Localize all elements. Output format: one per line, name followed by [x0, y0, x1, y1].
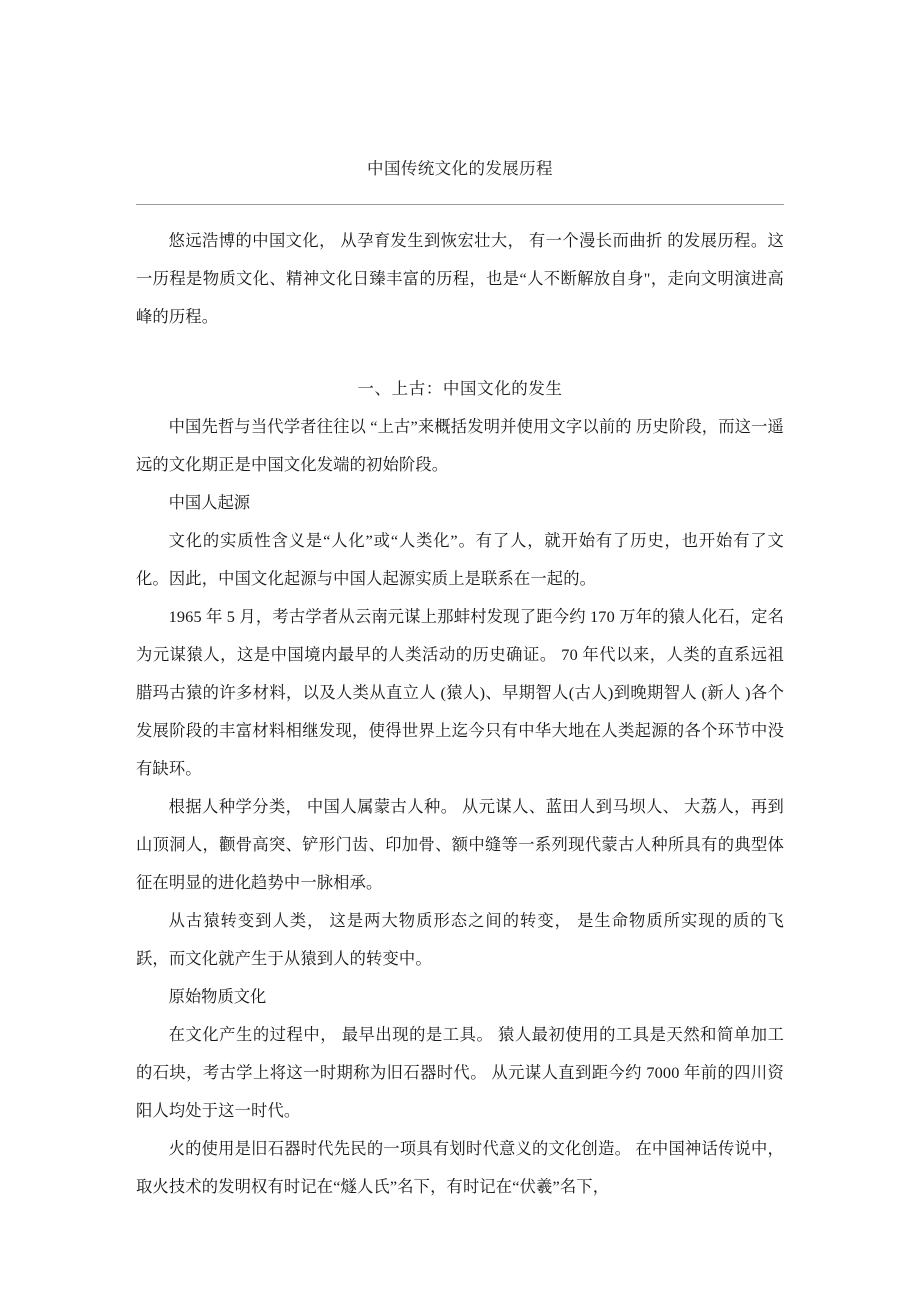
- subsection-1-paragraph-3: 根据人种学分类， 中国人属蒙古人种。 从元谋人、蓝田人到马坝人、 大荔人，再到山顶洞人，颧骨高突、铲形门齿、印加骨、额中缝等一系列现代蒙古人种所具有的典型体征在明显的进化趋势中一脉相承。: [136, 797, 784, 892]
- section-heading-1: 一、上古：中国文化的发生: [357, 379, 563, 398]
- subsection-1-paragraph-2: 1965 年 5 月，考古学者从云南元谋上那蚌村发现了距今约 170 万年的猿人化石，定名为元谋猿人，这是中国境内最早的人类活动的历史确证。 70 年代以来，人类的直系远祖腊玛古猿的许多材料，以及人类从直立人 (猿人)、早期智人(古人)到晚期智人 (新人 )各个发展阶段的丰富材料相继发现，使得世界上迄今只有中华大地在人类起源的各个环节中没有缺环。: [136, 607, 784, 778]
- page-content-area: [136, 150, 784, 1206]
- subsection-heading-origin-of-chinese: 中国人起源: [168, 493, 251, 512]
- page-title: 中国传统文化的发展历程: [367, 159, 553, 178]
- intro-paragraph: 悠远浩博的中国文化， 从孕育发生到恢宏壮大， 有一个漫长而曲折 的发展历程。这一历程是物质文化、精神文化日臻丰富的历程，也是“人不断解放自身"，走向文明演进高峰的历程。: [136, 231, 784, 326]
- subsection-heading-primitive-material-culture: 原始物质文化: [168, 987, 267, 1006]
- subsection-2-paragraph-2: 火的使用是旧石器时代先民的一项具有划时代意义的文化创造。 在中国神话传说中，取火技术的发明权有时记在“燧人氏”名下，有时记在“伏羲”名下，: [136, 1139, 784, 1196]
- section-1-paragraph-1: 中国先哲与当代学者往往以 “上古”来概括发明并使用文字以前的 历史阶段，而这一遥远的文化期正是中国文化发端的初始阶段。: [136, 417, 784, 474]
- title-divider-rule: [136, 204, 784, 205]
- subsection-1-paragraph-1: 文化的实质性含义是“人化”或“人类化”。有了人，就开始有了历史，也开始有了文化。因此，中国文化起源与中国人起源实质上是联系在一起的。: [136, 531, 784, 588]
- subsection-1-paragraph-4: 从古猿转变到人类， 这是两大物质形态之间的转变， 是生命物质所实现的质的飞跃，而文化就产生于从猿到人的转变中。: [136, 911, 784, 968]
- subsection-2-paragraph-1: 在文化产生的过程中， 最早出现的是工具。 猿人最初使用的工具是天然和简单加工的石块，考古学上将这一时期称为旧石器时代。 从元谋人直到距今约 7000 年前的四川资阳人均处于这一时代。: [136, 1025, 784, 1120]
